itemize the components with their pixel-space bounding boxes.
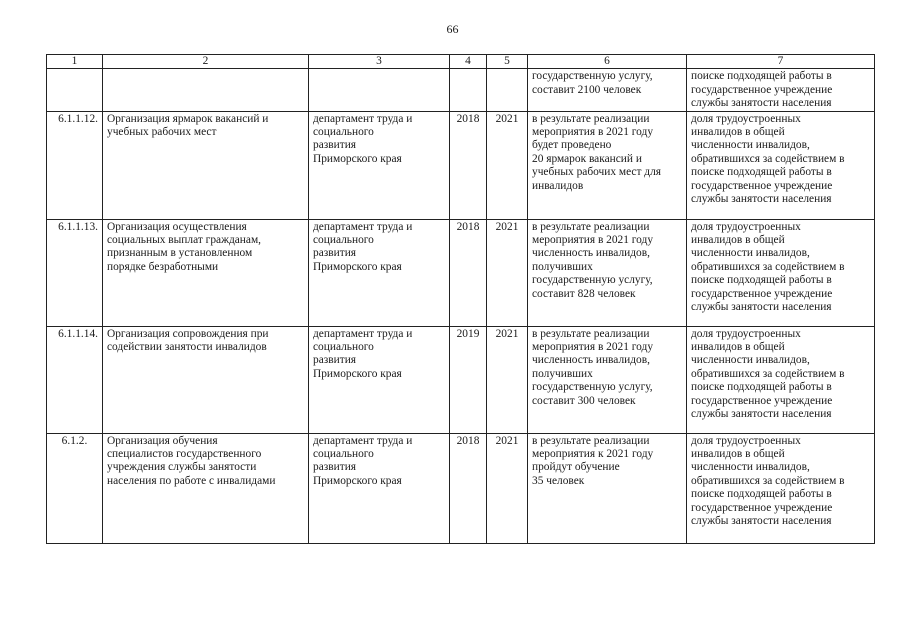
measures-table — [46, 54, 875, 544]
page-number: 66 — [446, 22, 459, 36]
cell-executor: департамент труда и социального развития Приморского края — [309, 326, 450, 433]
column-header: 3 — [309, 55, 450, 69]
cell-measure-name — [103, 69, 309, 111]
cell-measure-name: Организация обучения специалистов государственного учреждения службы занятости населения по работе с инвалидами — [103, 433, 309, 543]
cell-start-year: 2018 — [450, 433, 487, 543]
column-header: 1 — [47, 55, 103, 69]
header-row — [47, 55, 875, 69]
cell-start-year: 2018 — [450, 111, 487, 219]
cell-number: 6.1.1.12. — [47, 111, 103, 219]
cell-executor — [309, 69, 450, 111]
cell-number: 6.1.1.13. — [47, 219, 103, 326]
cell-measure-name: Организация ярмарок вакансий и учебных рабочих мест — [103, 111, 309, 219]
table-row — [47, 219, 875, 326]
cell-indicator: доля трудоустроенных инвалидов в общей численности инвалидов, обратившихся за содействием в поиске подходящей работы в государственное учреждение службы занятости населения — [687, 219, 875, 326]
cell-start-year — [450, 69, 487, 111]
table-row — [47, 111, 875, 219]
cell-number — [47, 69, 103, 111]
cell-start-year: 2019 — [450, 326, 487, 433]
column-header: 7 — [687, 55, 875, 69]
cell-start-year: 2018 — [450, 219, 487, 326]
table-row — [47, 433, 875, 543]
cell-end-year: 2021 — [487, 326, 528, 433]
cell-executor: департамент труда и социального развития Приморского края — [309, 219, 450, 326]
cell-indicator: доля трудоустроенных инвалидов в общей численности инвалидов, обратившихся за содействием в поиске подходящей работы в государственное учреждение службы занятости населения — [687, 326, 875, 433]
cell-end-year: 2021 — [487, 219, 528, 326]
column-header: 6 — [528, 55, 687, 69]
table-row — [47, 69, 875, 111]
cell-executor: департамент труда и социального развития Приморского края — [309, 111, 450, 219]
cell-number: 6.1.1.14. — [47, 326, 103, 433]
cell-indicator: поиске подходящей работы в государственное учреждение службы занятости населения — [687, 69, 875, 111]
cell-end-year — [487, 69, 528, 111]
cell-expected-result: в результате реализации мероприятия в 2021 году численность инвалидов, получивших государственную услугу, составит 300 человек — [528, 326, 687, 433]
column-header: 2 — [103, 55, 309, 69]
cell-expected-result: государственную услугу, составит 2100 человек — [528, 69, 687, 111]
cell-executor: департамент труда и социального развития Приморского края — [309, 433, 450, 543]
cell-indicator: доля трудоустроенных инвалидов в общей численности инвалидов, обратившихся за содействием в поиске подходящей работы в государственное учреждение службы занятости населения — [687, 111, 875, 219]
table-row — [47, 326, 875, 433]
cell-expected-result: в результате реализации мероприятия к 2021 году пройдут обучение 35 человек — [528, 433, 687, 543]
cell-measure-name: Организация осуществления социальных выплат гражданам, признанным в установленном порядке безработными — [103, 219, 309, 326]
cell-end-year: 2021 — [487, 433, 528, 543]
cell-expected-result: в результате реализации мероприятия в 2021 году численность инвалидов, получивших государственную услугу, составит 828 человек — [528, 219, 687, 326]
cell-end-year: 2021 — [487, 111, 528, 219]
cell-number: 6.1.2. — [47, 433, 103, 543]
cell-measure-name: Организация сопровождения при содействии занятости инвалидов — [103, 326, 309, 433]
cell-expected-result: в результате реализации мероприятия в 2021 году будет проведено 20 ярмарок вакансий и учебных рабочих мест для инвалидов — [528, 111, 687, 219]
column-header: 5 — [487, 55, 528, 69]
cell-indicator: доля трудоустроенных инвалидов в общей численности инвалидов, обратившихся за содействием в поиске подходящей работы в государственное учреждение службы занятости населения — [687, 433, 875, 543]
column-header: 4 — [450, 55, 487, 69]
